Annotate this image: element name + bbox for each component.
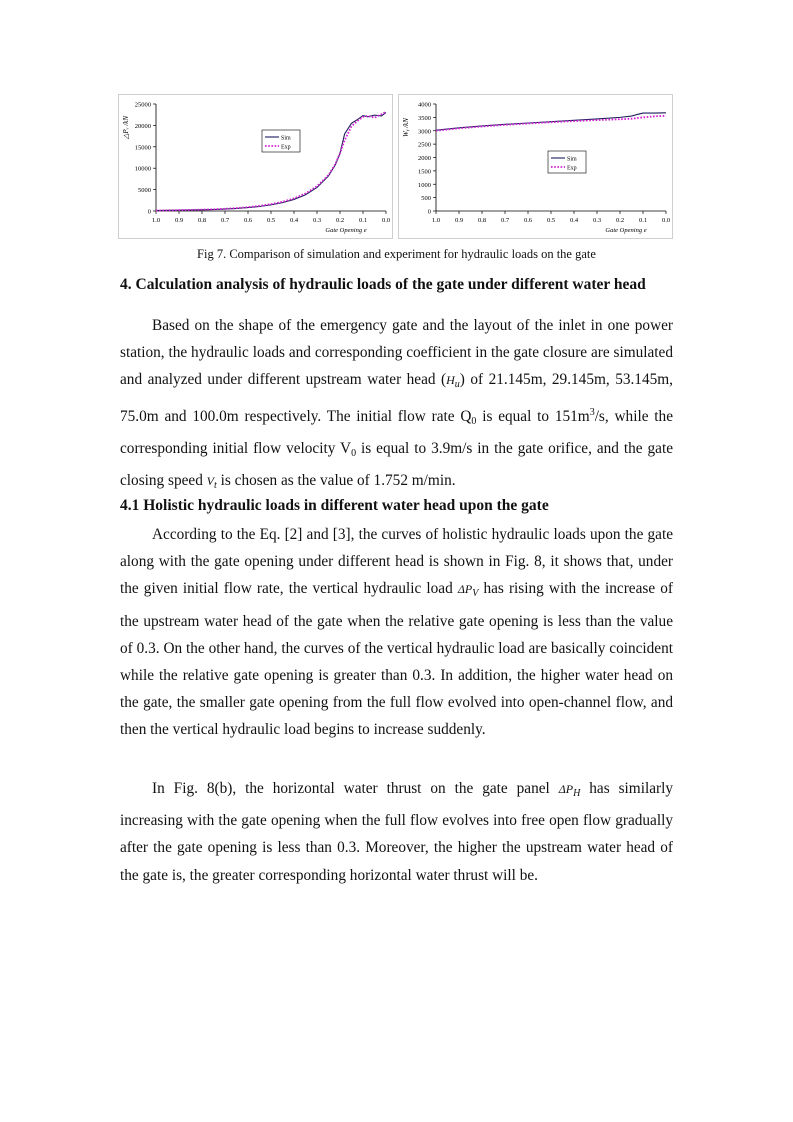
para1-text-d: /s, while the corresponding initial flow velocity V <box>120 407 673 457</box>
y-tick-label: 20000 <box>134 122 151 130</box>
x-tick-label: 1.0 <box>431 217 441 224</box>
x-tick-label: 0.0 <box>381 217 391 224</box>
legend-label-exp: Exp <box>567 165 577 172</box>
x-tick-label: 0.9 <box>174 217 184 224</box>
para1-text-e: is equal to 3.9m/s in the gate orifice, and the gate closing speed <box>120 439 674 490</box>
symbol-h-sub: u <box>454 379 460 391</box>
x-tick-label: 0.1 <box>358 217 368 224</box>
x-axis-label: Gate Opening e <box>605 227 647 234</box>
x-tick-label: 1.0 <box>151 217 161 224</box>
x-tick-label: 0.6 <box>243 217 253 224</box>
symbol-h: H <box>446 373 455 388</box>
symbol-dph: ΔP <box>558 782 574 796</box>
y-tick-label: 2500 <box>418 141 431 149</box>
figure-caption: Fig 7. Comparison of simulation and experiment for hydraulic loads on the gate <box>197 247 596 261</box>
series-line-exp <box>436 116 666 131</box>
x-tick-label: 0.1 <box>638 217 648 224</box>
subsection-heading: 4.1 Holistic hydraulic loads in different water head upon the gate <box>120 497 549 514</box>
x-tick-label: 0.7 <box>500 217 510 224</box>
x-tick-label: 0.2 <box>335 217 345 224</box>
x-tick-label: 0.9 <box>454 217 464 224</box>
symbol-v-sub: t <box>214 480 217 492</box>
x-tick-label: 0.3 <box>592 217 602 224</box>
section-heading: 4. Calculation analysis of hydraulic loads of the gate under different water head <box>120 276 646 293</box>
symbol-dpv: ΔP <box>457 582 473 597</box>
symbol-dpv-sub: V <box>472 588 479 600</box>
chart-horizontal-load-svg <box>398 94 673 239</box>
y-tick-label: 3000 <box>418 128 431 136</box>
para1-text-b: ) of 21.145m, 29.145m, 53.145m, 75.0m and 100.0m respectively. The initial flow rate Q <box>120 371 673 425</box>
x-tick-label: 0.8 <box>197 217 207 224</box>
x-tick-label: 0.5 <box>546 217 556 224</box>
y-tick-label: 2000 <box>418 155 431 162</box>
x-tick-label: 0.5 <box>266 217 276 224</box>
chart-vertical-load <box>118 94 393 239</box>
para2-text-b: has rising with the increase of the upstream water head of the gate when the relative gate opening is less than the value of 0.3. On the other hand, the curves of the vertical hydraulic load are basically coincident while the relative gate opening is greater than 0.3. In addition, the higher water head on the gate, the smaller gate opening from the full flow evolved into open-channel flow, and then the vertical hydraulic load begins to increase suddenly. <box>120 580 673 739</box>
x-tick-label: 0.3 <box>312 217 322 224</box>
para3-text-b: has similarly increasing with the gate opening when the full flow evolves into free open flow gradually after the gate opening is less than 0.3. Moreover, the higher the upstream water head of the gate is, the greater corresponding horizontal water thrust will be. <box>120 780 673 884</box>
x-tick-label: 0.2 <box>615 217 625 224</box>
x-tick-label: 0.6 <box>523 217 533 224</box>
legend-label-sim: Sim <box>567 156 577 163</box>
y-tick-label: 500 <box>421 195 431 203</box>
x-tick-label: 0.7 <box>220 217 230 224</box>
y-tick-label: 5000 <box>138 187 151 195</box>
para1-text-c: is equal to 151m <box>476 407 590 425</box>
y-axis-label: △Pᵥ /kN <box>122 115 130 140</box>
chart-horizontal-load <box>398 94 673 239</box>
para2-text-a: According to the Eq. [2] and [3], the curves of holistic hydraulic loads upon the gate along with the gate opening under different head is shown in Fig. 8, it shows that, under the given initial flow rate, the vertical hydraulic load <box>120 526 673 598</box>
paragraph-1 <box>120 312 673 499</box>
y-tick-label: 0 <box>147 208 151 216</box>
y-tick-label: 3500 <box>418 114 431 122</box>
symbol-dph-sub: H <box>573 788 581 799</box>
x-axis-label: Gate Opening e <box>325 227 367 234</box>
x-tick-label: 0.4 <box>289 217 299 224</box>
series-line-exp <box>156 112 386 211</box>
y-tick-label: 4000 <box>418 101 431 109</box>
v-sub: 0 <box>351 447 357 459</box>
y-tick-label: 1500 <box>418 168 431 176</box>
y-tick-label: 0 <box>427 208 431 216</box>
symbol-v: V <box>206 474 215 489</box>
chart-vertical-load-svg <box>118 94 393 239</box>
cube-sup: 3 <box>589 406 595 418</box>
q-sub: 0 <box>471 415 477 427</box>
y-axis-label: Wᵧ /kN <box>402 118 410 137</box>
y-tick-label: 10000 <box>134 165 151 173</box>
paragraph-2 <box>120 521 673 744</box>
para3-text-a: In Fig. 8(b), the horizontal water thrust on the gate panel <box>152 780 559 797</box>
x-tick-label: 0.8 <box>477 217 487 224</box>
legend-label-sim: Sim <box>281 135 291 142</box>
x-tick-label: 0.4 <box>569 217 579 224</box>
paragraph-3 <box>120 775 673 889</box>
x-tick-label: 0.0 <box>661 217 671 224</box>
para1-text-a: Based on the shape of the emergency gate and the layout of the inlet in one power station, the hydraulic loads and corresponding coefficient in the gate closure are simulated and analyzed under different upstream water head ( <box>120 317 673 389</box>
y-tick-label: 15000 <box>134 144 151 152</box>
y-tick-label: 1000 <box>418 181 431 189</box>
legend-label-exp: Exp <box>281 144 291 151</box>
y-tick-label: 25000 <box>134 101 151 109</box>
para1-text-f: is chosen as the value of 1.752 m/min. <box>216 472 456 490</box>
